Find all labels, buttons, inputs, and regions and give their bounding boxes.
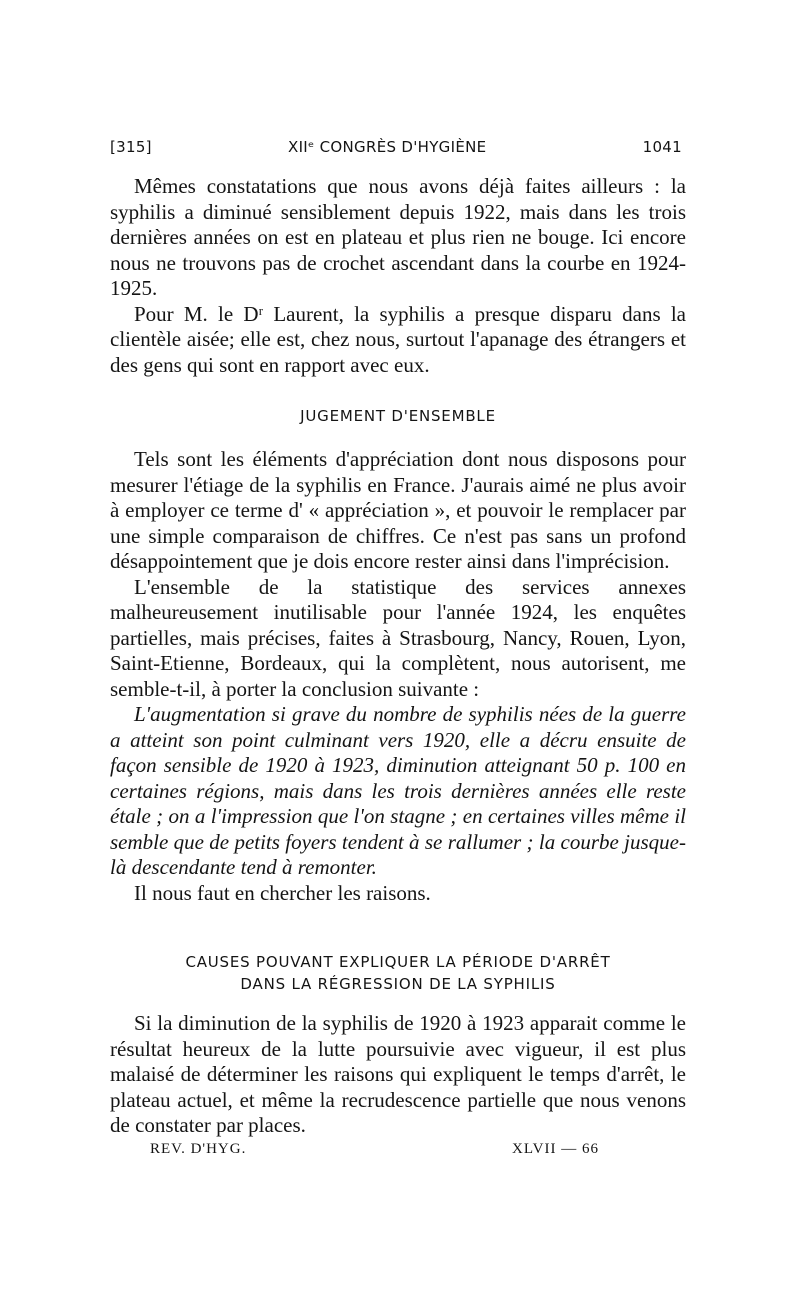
page-number: 1041 bbox=[642, 138, 682, 156]
intro-text-block bbox=[110, 174, 686, 378]
footer-volume-signature: XLVII — 66 bbox=[512, 1141, 599, 1157]
section-heading-line: CAUSES POUVANT EXPLIQUER LA PÉRIODE D'ARRÊT bbox=[185, 953, 611, 971]
paragraph: Si la diminution de la syphilis de 1920 à 1923 apparait comme le résultat heureux de la lutte poursuivie avec vigueur, il est plus malaisé de déterminer les raisons qui expliquent le temps d'arrêt, le plateau actuel, et même la recrudescence partielle que nous venons de constater par places. bbox=[110, 1011, 686, 1137]
footer-journal-signature: REV. D'HYG. bbox=[150, 1141, 247, 1157]
section1-text-block bbox=[110, 447, 686, 906]
header-bracket-number: [315] bbox=[110, 138, 152, 156]
section-heading-causes bbox=[110, 951, 686, 995]
paragraph: Il nous faut en chercher les raisons. bbox=[134, 880, 431, 905]
paragraph: Tels sont les éléments d'appréciation dont nous disposons pour mesurer l'étiage de la syphilis en France. J'aurais aimé ne plus avoir à employer ce terme d' « appréciation », et pouvoir le remplacer par une simple comparaison de chiffres. Ce n'est pas sans un profond désappointement que je dois encore rester ainsi dans l'imprécision. bbox=[110, 447, 686, 573]
header-title: XIIᵉ CONGRÈS D'HYGIÈNE bbox=[288, 138, 487, 156]
section-heading-line: DANS LA RÉGRESSION DE LA SYPHILIS bbox=[240, 975, 556, 993]
running-header bbox=[110, 138, 682, 160]
paragraph: L'ensemble de la statistique des services annexes malheureusement inutilisable pour l'année 1924, les enquêtes partielles, mais précises, faites à Strasbourg, Nancy, Rouen, Lyon, Saint-Etienne, Bordeaux, qui la complètent, nous autorisent, me semble-t-il, à porter la conclusion suivante : bbox=[110, 574, 686, 701]
section2-text-block bbox=[110, 1011, 686, 1139]
paragraph: Mêmes constatations que nous avons déjà faites ailleurs : la syphilis a diminué sensiblement depuis 1922, mais dans les trois dernières années on est en plateau et plus rien ne bouge. Ici encore nous ne trouvons pas de crochet ascendant dans la courbe en 1924-1925. bbox=[110, 174, 686, 300]
italic-conclusion-paragraph: L'augmentation si grave du nombre de syphilis nées de la guerre a atteint son point culminant vers 1920, elle a décru ensuite de façon sensible de 1920 à 1923, diminution atteignant 50 p. 100 en certaines régions, mais dans les trois dernières années elle reste étale ; on a l'impression que l'on stagne ; en certaines villes même il semble que de petits foyers tendent à se rallumer ; la courbe jusque-là descendante tend à remonter. bbox=[110, 702, 686, 879]
paragraph: Pour M. le Dʳ Laurent, la syphilis a presque disparu dans la clientèle aisée; elle est, chez nous, surtout l'apanage des étrangers et des gens qui sont en rapport avec eux. bbox=[110, 301, 686, 377]
section-heading-jugement: JUGEMENT D'ENSEMBLE bbox=[300, 407, 496, 425]
page-footer bbox=[150, 1141, 630, 1165]
